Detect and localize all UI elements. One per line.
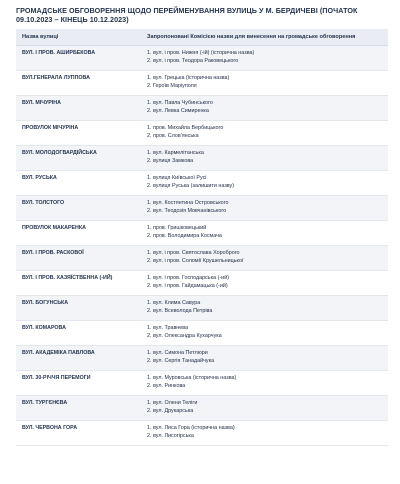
proposed-name-option: 2. вул. і пров. Гайдамацька (-ий) <box>147 283 228 289</box>
proposed-names <box>141 221 388 246</box>
proposed-name-option: 2. пров. Володимира Космача <box>147 233 222 239</box>
proposed-name-option: 1. вул. Симона Петлюри <box>147 350 208 356</box>
proposed-name-option: 2. вулиця Замкова <box>147 158 194 164</box>
table-row <box>16 296 388 321</box>
street-name: ВУЛ. МОЛОДОГВАРДІЙСЬКА <box>16 146 141 171</box>
proposed-names <box>141 46 388 71</box>
street-name: ПРОВУЛОК МІЧУРІНА <box>16 121 141 146</box>
street-name: ВУЛ. АКАДЕМІКА ПАВЛОВА <box>16 346 141 371</box>
proposed-name-option: 2. вулиця Руська (залишити назву) <box>147 183 235 189</box>
proposed-names <box>141 196 388 221</box>
street-name: ВУЛ. І ПРОВ. АШИРБЕКОВА <box>16 46 141 71</box>
street-name: ВУЛ. РУСЬКА <box>16 171 141 196</box>
street-name: ВУЛ. І ПРОВ. РАСКОВОЇ <box>16 246 141 271</box>
proposed-names <box>141 96 388 121</box>
streets-table <box>16 29 388 446</box>
table-row <box>16 71 388 96</box>
street-name: ВУЛ. 30-РІЧЧЯ ПЕРЕМОГИ <box>16 371 141 396</box>
street-name: ПРОВУЛОК МАКАРЕНКА <box>16 221 141 246</box>
proposed-name-option: 1. вул. Павла Чубинського <box>147 100 213 106</box>
proposed-name-option: 1. вул. Кармелітанська <box>147 150 204 156</box>
street-name: ВУЛ. ЧЕРВОНА ГОРА <box>16 421 141 446</box>
proposed-name-option: 1. вул. і пров. Господарська (-ий) <box>147 275 230 281</box>
proposed-name-option: 2. Героїв Маріуполя <box>147 83 197 89</box>
street-name: ВУЛ. БОГУНСЬКА <box>16 296 141 321</box>
proposed-name-option: 1. вул. Грецька (історична назва) <box>147 75 230 81</box>
proposed-name-option: 2. вул. Сергія Танадайчука <box>147 358 215 364</box>
street-name: ВУЛ. І ПРОВ. ХАЗЯЇСТВЕННА (-ИЙ) <box>16 271 141 296</box>
proposed-name-option: 2. вул. Лисогірська <box>147 433 194 439</box>
proposed-name-option: 1. вул. Муровська (історична назва) <box>147 375 237 381</box>
table-row <box>16 171 388 196</box>
page-title: ГРОМАДСЬКЕ ОБГОВОРЕННЯ ЩОДО ПЕРЕЙМЕНУВАННЯ ВУЛИЦЬ У М. БЕРДИЧЕВІ (ПОЧАТОК 09.10.2023 – КІНЕЦЬ 10.12.2023) <box>16 6 358 24</box>
proposed-name-option: 2. вул. і пров. Соломії Крушельницької <box>147 258 244 264</box>
proposed-names <box>141 246 388 271</box>
table-header-row <box>16 29 388 46</box>
proposed-name-option: 1. вул. і пров. Святослава Хороброго <box>147 250 240 256</box>
proposed-names <box>141 396 388 421</box>
proposed-name-option: 1. вул. Олени Теліги <box>147 400 198 406</box>
proposed-name-option: 1. пров. Гришковецький <box>147 225 207 231</box>
table-row <box>16 346 388 371</box>
table-row <box>16 196 388 221</box>
proposed-name-option: 1. вул. Травнева <box>147 325 189 331</box>
table-row <box>16 46 388 71</box>
table-row <box>16 321 388 346</box>
table-row <box>16 221 388 246</box>
proposed-names <box>141 121 388 146</box>
proposed-name-option: 1. вулиця Київської Русі <box>147 175 207 181</box>
table-row <box>16 96 388 121</box>
proposed-name-option: 1. вул. Клима Савура <box>147 300 201 306</box>
proposed-name-option: 1. вул. і пров. Нижня (-ій) (історична назва) <box>147 50 255 56</box>
table-row <box>16 146 388 171</box>
proposed-names <box>141 71 388 96</box>
proposed-names <box>141 321 388 346</box>
street-name: ВУЛ.ГЕНЕРАЛА ЛУППОВА <box>16 71 141 96</box>
table-row <box>16 271 388 296</box>
proposed-name-option: 2. вул. Всеволода Петріва <box>147 308 213 314</box>
table-row <box>16 246 388 271</box>
proposed-names <box>141 296 388 321</box>
proposed-name-option: 2. вул. Друкарська <box>147 408 194 414</box>
proposed-names <box>141 171 388 196</box>
table-row <box>16 396 388 421</box>
table-body <box>16 46 388 446</box>
table-row <box>16 421 388 446</box>
proposed-names <box>141 421 388 446</box>
proposed-name-option: 1. вул. Костянтина Островського <box>147 200 229 206</box>
street-column-header: Назва вулиці <box>16 29 141 46</box>
proposed-name-option: 1. пров. Михайла Вербицького <box>147 125 224 131</box>
table-row <box>16 371 388 396</box>
proposed-name-option: 2. вул. і пров. Теодора Раковецького <box>147 58 239 64</box>
proposed-name-option: 2. вул. Ринкова <box>147 383 186 389</box>
proposed-names <box>141 146 388 171</box>
proposed-name-option: 2. вул. Олександра Кухарчука <box>147 333 222 339</box>
street-name: ВУЛ. ТОЛСТОГО <box>16 196 141 221</box>
proposed-names <box>141 271 388 296</box>
street-name: ВУЛ. ТУРГЄНЄВА <box>16 396 141 421</box>
proposed-name-option: 2. вул. Теодозія Мовчанівського <box>147 208 227 214</box>
street-name: ВУЛ. КОМАРОВА <box>16 321 141 346</box>
proposed-name-option: 1. вул. Лиса Гора (історична назва) <box>147 425 235 431</box>
table-row <box>16 121 388 146</box>
street-name: ВУЛ. МІЧУРІНА <box>16 96 141 121</box>
proposed-names <box>141 346 388 371</box>
proposed-names <box>141 371 388 396</box>
proposals-column-header: Запропоновані Комісією назви для винесення на громадське обговорення <box>141 29 388 46</box>
proposed-name-option: 2. пров. Слов'янська <box>147 133 199 139</box>
proposed-name-option: 2. вул. Левка Симиренка <box>147 108 209 114</box>
